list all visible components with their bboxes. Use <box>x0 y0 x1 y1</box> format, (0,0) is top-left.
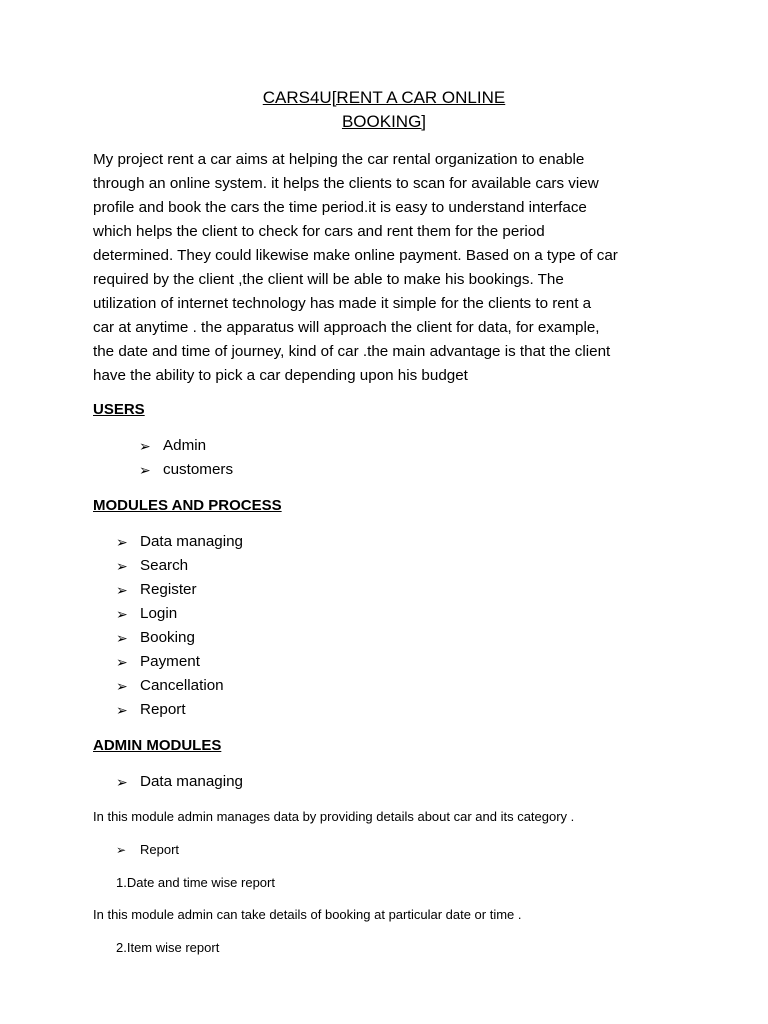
title-line-1: CARS4U[RENT A CAR ONLINE <box>262 88 506 107</box>
arrow-bullet-icon: ➢ <box>116 678 128 694</box>
modules-list <box>116 530 416 722</box>
users-list <box>139 434 439 482</box>
admin-modules-heading: ADMIN MODULES <box>93 737 222 754</box>
arrow-bullet-icon: ➢ <box>116 582 128 598</box>
arrow-bullet-icon: ➢ <box>139 438 151 454</box>
module-item: Payment <box>140 653 200 670</box>
user-admin: Admin <box>163 437 207 454</box>
report-bullet <box>116 841 316 859</box>
intro-line: required by the client ,the client will be able to make his bookings. The <box>93 271 564 288</box>
list-item <box>116 770 416 794</box>
module-item: Data managing <box>140 533 244 550</box>
title-line-2: BOOKING] <box>341 112 427 131</box>
module-item: Booking <box>140 629 195 646</box>
module-item: Report <box>140 701 186 718</box>
users-heading: USERS <box>93 401 145 418</box>
list-item <box>139 458 439 482</box>
document-title <box>0 86 768 134</box>
list-item <box>116 554 416 578</box>
list-item <box>116 698 416 722</box>
intro-line: have the ability to pick a car depending upon his budget <box>93 367 468 384</box>
admin-module-item: Data managing <box>140 773 244 790</box>
list-item <box>116 674 416 698</box>
list-item <box>116 578 416 602</box>
module-item: Cancellation <box>140 677 224 694</box>
module-item: Search <box>140 557 189 574</box>
arrow-bullet-icon: ➢ <box>116 606 128 622</box>
report-1-heading: 1.Date and time wise report <box>116 875 275 890</box>
arrow-bullet-icon: ➢ <box>116 702 128 718</box>
report-1-description: In this module admin can take details of booking at particular date or time . <box>93 907 522 922</box>
arrow-bullet-icon: ➢ <box>116 654 128 670</box>
intro-line: determined. They could likewise make online payment. Based on a type of car <box>93 247 618 264</box>
intro-line: profile and book the cars the time period.it is easy to understand interface <box>93 199 587 216</box>
list-item <box>116 650 416 674</box>
intro-line: My project rent a car aims at helping the car rental organization to enable <box>93 151 585 168</box>
admin-modules-list <box>116 770 416 794</box>
list-item <box>116 626 416 650</box>
intro-paragraph <box>93 148 683 388</box>
data-managing-description: In this module admin manages data by providing details about car and its category . <box>93 809 575 824</box>
intro-line: the date and time of journey, kind of car .the main advantage is that the client <box>93 343 611 360</box>
report-label: Report <box>140 842 180 857</box>
intro-line: utilization of internet technology has made it simple for the clients to rent a <box>93 295 592 312</box>
module-item: Login <box>140 605 178 622</box>
arrow-bullet-icon: ➢ <box>116 558 128 574</box>
list-item <box>139 434 439 458</box>
arrow-bullet-icon: ➢ <box>116 630 128 646</box>
arrow-bullet-icon: ➢ <box>116 843 127 857</box>
module-item: Register <box>140 581 197 598</box>
intro-line: which helps the client to check for cars and rent them for the period <box>93 223 545 240</box>
arrow-bullet-icon: ➢ <box>139 462 151 478</box>
user-customers: customers <box>163 461 234 478</box>
arrow-bullet-icon: ➢ <box>116 774 128 790</box>
modules-heading: MODULES AND PROCESS <box>93 497 282 514</box>
intro-line: through an online system. it helps the clients to scan for available cars view <box>93 175 599 192</box>
report-2-heading: 2.Item wise report <box>116 940 220 955</box>
arrow-bullet-icon: ➢ <box>116 534 128 550</box>
intro-line: car at anytime . the apparatus will approach the client for data, for example, <box>93 319 600 336</box>
list-item <box>116 602 416 626</box>
list-item <box>116 530 416 554</box>
